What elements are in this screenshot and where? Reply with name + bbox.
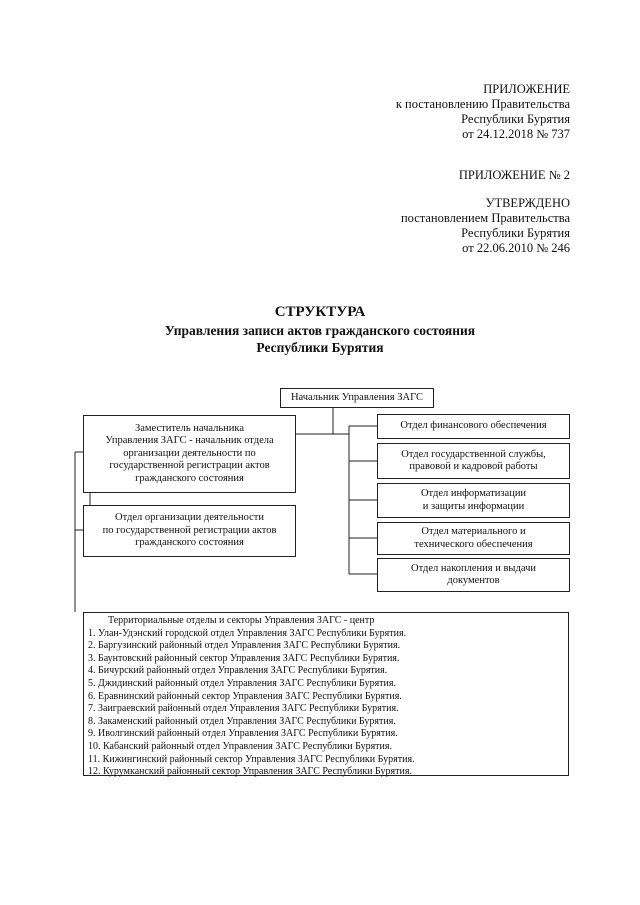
title-line-2: Управления записи актов гражданского состояния [164, 323, 476, 338]
title-line-3: Республики Бурятия [256, 340, 384, 355]
appendix-date-number: от 24.12.2018 № 737 [462, 127, 570, 141]
box-civil-service-department [377, 443, 570, 479]
approved-resolution-line: постановлением Правительства [400, 211, 570, 225]
list-item: 1. Улан-Удэнский городской отдел Управления ЗАГС Республики Бурятия. [88, 627, 407, 639]
list-item: 6. Еравнинский районный сектор Управления ЗАГС Республики Бурятия. [88, 690, 402, 702]
material-support-label: Отдел материального и технического обеспечения [414, 526, 533, 550]
title-main: СТРУКТУРА [274, 304, 366, 320]
list-item: 4. Бичурский районный отдел Управления ЗАГС Республики Бурятия. [88, 665, 388, 677]
list-item: 11. Кижингинский районный сектор Управления ЗАГС Республики Бурятия. [88, 753, 415, 765]
informatization-label: Отдел информатизации и защиты информации [420, 488, 527, 512]
list-item: 7. Заиграевский районный отдел Управления ЗАГС Республики Бурятия. [88, 703, 399, 715]
box-archive-department [377, 558, 570, 592]
list-item: 8. Закаменский районный отдел Управления ЗАГС Республики Бурятия. [88, 715, 396, 727]
box-finance-department [377, 414, 570, 439]
list-item: 9. Иволгинский районный отдел Управления ЗАГС Республики Бурятия. [88, 728, 398, 740]
territorial-title: Территориальные отделы и секторы Управления ЗАГС - центр [108, 615, 375, 626]
list-item: 12. Курумканский районный сектор Управления ЗАГС Республики Бурятия. [88, 766, 412, 778]
list-item: 10. Кабанский районный отдел Управления ЗАГС Республики Бурятия. [88, 740, 392, 752]
approved-republic-line: Республики Бурятия [461, 226, 570, 240]
box-material-support-department [377, 522, 570, 555]
appendix-resolution-line: к постановлению Правительства [395, 97, 570, 111]
approved-label: УТВЕРЖДЕНО [485, 196, 570, 210]
box-organization-department [83, 505, 296, 557]
head-label: Начальник Управления ЗАГС [290, 391, 424, 403]
list-item: 2. Баргузинский районный отдел Управления ЗАГС Республики Бурятия. [88, 640, 401, 652]
archive-label: Отдел накопления и выдачи документов [411, 562, 536, 586]
box-informatization-department [377, 483, 570, 518]
appendix-republic-line: Республики Бурятия [461, 112, 570, 126]
civil-service-label: Отдел государственной службы, правовой и кадровой работы [401, 448, 546, 472]
list-item: 5. Джидинский районный отдел Управления ЗАГС Республики Бурятия. [88, 677, 397, 689]
org-dept-label: Отдел организации деятельности по государственной регистрации актов гражданского состояния [102, 512, 277, 549]
finance-label: Отдел финансового обеспечения [400, 420, 547, 432]
box-deputy-head [83, 415, 296, 493]
box-territorial-departments [83, 612, 569, 776]
approved-date-number: от 22.06.2010 № 246 [462, 241, 570, 255]
appendix-label: ПРИЛОЖЕНИЕ [483, 82, 570, 96]
deputy-label: Заместитель начальника Управления ЗАГС - начальник отдела организации деятельности по государственной регистрации актов гражданского состояния [105, 422, 274, 484]
box-head-of-department [280, 388, 434, 408]
list-item: 3. Баунтовский районный сектор Управления ЗАГС Республики Бурятия. [88, 652, 400, 664]
appendix-2-label: ПРИЛОЖЕНИЕ № 2 [458, 168, 570, 182]
